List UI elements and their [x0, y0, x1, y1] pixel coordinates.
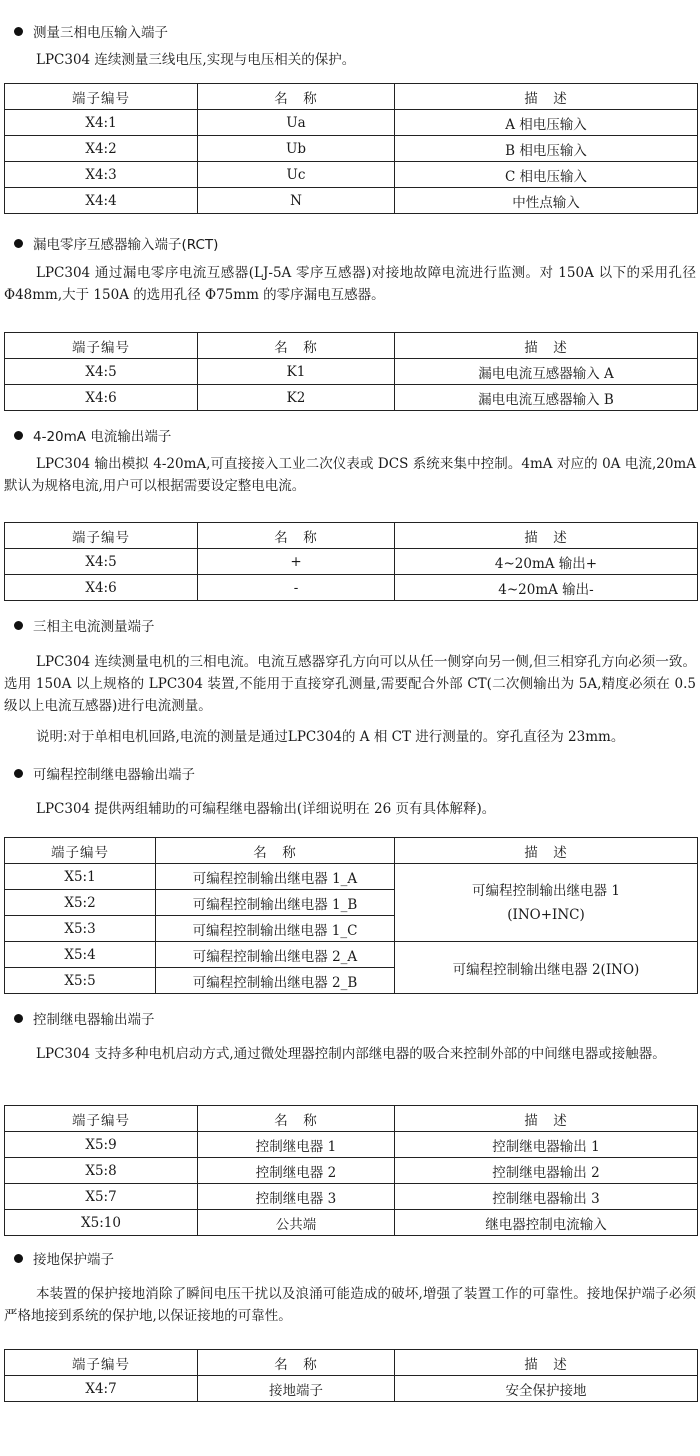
cell-description: 控制继电器输出 2 — [395, 1158, 698, 1184]
paragraph-ground: 本装置的保护接地消除了瞬间电压干扰以及浪涌可能造成的破坏,增强了装置工作的可靠性。接地保护端子必须严格地接到系统的保护地,以保证接地的可靠性。 — [4, 1286, 696, 1324]
cell-terminal: X4:7 — [5, 1376, 198, 1402]
paragraph-voltage-input: LPC304 连续测量三线电压,实现与电压相关的保护。 — [36, 52, 356, 68]
cell-name: 接地端子 — [198, 1376, 395, 1402]
cell-name: N — [198, 188, 395, 214]
terminal-table-ground — [4, 1349, 698, 1402]
cell-description: 中性点输入 — [395, 188, 698, 214]
cell-name: Ua — [198, 110, 395, 136]
table-row — [5, 385, 698, 411]
paragraph-rct: LPC304 通过漏电零序电流互感器(LJ-5A 零序互感器)对接地故障电流进行监测。对 150A 以下的采用孔径 Φ48mm,大于 150A 的选用孔径 Φ75mm 的零序漏电互感器。 — [4, 265, 696, 303]
table-row — [5, 136, 698, 162]
terminal-table-control-relay — [4, 1105, 698, 1236]
table-row — [5, 1210, 698, 1236]
paragraph-control-relay: LPC304 支持多种电机启动方式,通过微处理器控制内部继电器的吸合来控制外部的中间继电器或接触器。 — [36, 1046, 666, 1062]
cell-terminal: X4:4 — [5, 188, 198, 214]
section-heading-4-20ma — [14, 428, 171, 446]
bullet-icon — [14, 1014, 23, 1023]
cell-terminal: X4:1 — [5, 110, 198, 136]
cell-description-group-2: 可编程控制输出继电器 2(INO) — [395, 942, 698, 994]
table-row — [5, 575, 698, 601]
cell-terminal: X5:7 — [5, 1184, 198, 1210]
cell-description-group-1 — [395, 864, 698, 942]
cell-name: K2 — [198, 385, 395, 411]
cell-description: 漏电电流互感器输入 B — [395, 385, 698, 411]
cell-description: 继电器控制电流输入 — [395, 1210, 698, 1236]
header-terminal-no: 端子编号 — [5, 1106, 198, 1132]
header-description: 描 述 — [395, 523, 698, 549]
header-terminal-no: 端子编号 — [5, 523, 198, 549]
cell-terminal: X4:3 — [5, 162, 198, 188]
bullet-icon — [14, 621, 23, 630]
cell-terminal: X5:1 — [5, 864, 156, 890]
cell-name: 控制继电器 3 — [198, 1184, 395, 1210]
header-name: 名 称 — [198, 523, 395, 549]
table-header-row — [5, 84, 698, 110]
heading-text: 4-20mA 电流输出端子 — [33, 429, 172, 445]
note-label: 说明: — [36, 729, 68, 745]
cell-terminal: X5:8 — [5, 1158, 198, 1184]
terminal-table-rct — [4, 332, 698, 411]
cell-name: Uc — [198, 162, 395, 188]
cell-terminal: X5:10 — [5, 1210, 198, 1236]
table-row — [5, 864, 698, 890]
cell-terminal: X4:5 — [5, 549, 198, 575]
note-text: 对于单相电机回路,电流的测量是通过LPC304的 A 相 CT 进行测量的。穿孔直径为 23mm。 — [67, 729, 625, 745]
header-description: 描 述 — [395, 1350, 698, 1376]
table-header-row — [5, 838, 698, 864]
cell-description: 安全保护接地 — [395, 1376, 698, 1402]
cell-description: 4~20mA 输出- — [395, 575, 698, 601]
table-header-row — [5, 523, 698, 549]
header-name: 名 称 — [198, 1106, 395, 1132]
cell-terminal: X5:3 — [5, 916, 156, 942]
bullet-icon — [14, 1254, 23, 1263]
cell-terminal: X4:6 — [5, 575, 198, 601]
bullet-icon — [14, 431, 23, 440]
section-heading-programmable-relay — [14, 766, 195, 784]
table-row — [5, 359, 698, 385]
table-row — [5, 1184, 698, 1210]
bullet-icon — [14, 239, 23, 248]
cell-name: 可编程控制输出继电器 1_C — [156, 916, 395, 942]
cell-name: 可编程控制输出继电器 1_A — [156, 864, 395, 890]
bullet-icon — [14, 27, 23, 36]
cell-terminal: X4:5 — [5, 359, 198, 385]
paragraph-current-measure: LPC304 连续测量电机的三相电流。电流互感器穿孔方向可以从任一侧穿向另一侧,但三相穿孔方向必须一致。选用 150A 以上规格的 LPC304 装置,不能用于直接穿孔测量,需要配合外部 CT(二次侧输出为 5A,精度必须在 0.5 级以上电流互感器)进行电流测量。 — [4, 654, 696, 714]
table-row — [5, 1132, 698, 1158]
header-name: 名 称 — [198, 84, 395, 110]
heading-text: 接地保护端子 — [33, 1252, 114, 1268]
terminal-table-programmable-relay — [4, 837, 698, 994]
section-heading-rct — [14, 236, 218, 254]
cell-name: 可编程控制输出继电器 2_B — [156, 968, 395, 994]
paragraph-4-20ma: LPC304 输出模拟 4-20mA,可直接接入工业二次仪表或 DCS 系统来集中控制。4mA 对应的 0A 电流,20mA 默认为规格电流,用户可以根据需要设定整电电流。 — [4, 456, 696, 494]
cell-name: + — [198, 549, 395, 575]
cell-description: C 相电压输入 — [395, 162, 698, 188]
header-description: 描 述 — [395, 838, 698, 864]
header-terminal-no: 端子编号 — [5, 333, 198, 359]
bullet-icon — [14, 769, 23, 778]
heading-text: 测量三相电压输入端子 — [33, 25, 168, 41]
table-row — [5, 162, 698, 188]
table-row — [5, 110, 698, 136]
cell-terminal: X4:2 — [5, 136, 198, 162]
cell-name: 可编程控制输出继电器 1_B — [156, 890, 395, 916]
cell-name: - — [198, 575, 395, 601]
heading-text: 可编程控制继电器输出端子 — [33, 767, 195, 783]
table-row — [5, 942, 698, 968]
section-heading-control-relay — [14, 1011, 155, 1029]
cell-name: 控制继电器 2 — [198, 1158, 395, 1184]
cell-name: K1 — [198, 359, 395, 385]
table-header-row — [5, 333, 698, 359]
cell-description: B 相电压输入 — [395, 136, 698, 162]
header-name: 名 称 — [198, 333, 395, 359]
header-terminal-no: 端子编号 — [5, 1350, 198, 1376]
cell-description: 控制继电器输出 1 — [395, 1132, 698, 1158]
header-description: 描 述 — [395, 84, 698, 110]
section-heading-current-measure — [14, 618, 155, 636]
heading-text: 漏电零序互感器输入端子(RCT) — [33, 237, 219, 253]
cell-description: 控制继电器输出 3 — [395, 1184, 698, 1210]
cell-terminal: X5:4 — [5, 942, 156, 968]
cell-terminal: X5:5 — [5, 968, 156, 994]
header-description: 描 述 — [395, 1106, 698, 1132]
header-terminal-no: 端子编号 — [5, 84, 198, 110]
note-current-measure — [4, 726, 696, 748]
heading-text: 控制继电器输出端子 — [33, 1012, 155, 1028]
cell-name: 控制继电器 1 — [198, 1132, 395, 1158]
cell-description: 4~20mA 输出+ — [395, 549, 698, 575]
cell-terminal: X4:6 — [5, 385, 198, 411]
table-row — [5, 1158, 698, 1184]
paragraph-programmable-relay: LPC304 提供两组辅助的可编程继电器输出(详细说明在 26 页有具体解释)。 — [36, 801, 496, 817]
cell-terminal: X5:2 — [5, 890, 156, 916]
group-1-desc-line-2: (INO+INC) — [507, 906, 585, 923]
header-terminal-no: 端子编号 — [5, 838, 156, 864]
terminal-table-4-20ma — [4, 522, 698, 601]
cell-name: 可编程控制输出继电器 2_A — [156, 942, 395, 968]
header-description: 描 述 — [395, 333, 698, 359]
cell-terminal: X5:9 — [5, 1132, 198, 1158]
header-name: 名 称 — [156, 838, 395, 864]
section-heading-ground — [14, 1251, 114, 1269]
heading-text: 三相主电流测量端子 — [33, 619, 155, 635]
table-header-row — [5, 1106, 698, 1132]
table-row — [5, 1376, 698, 1402]
table-row — [5, 188, 698, 214]
terminal-table-voltage — [4, 83, 698, 214]
cell-description: A 相电压输入 — [395, 110, 698, 136]
cell-name: Ub — [198, 136, 395, 162]
cell-name: 公共端 — [198, 1210, 395, 1236]
header-name: 名 称 — [198, 1350, 395, 1376]
cell-description: 漏电电流互感器输入 A — [395, 359, 698, 385]
table-row — [5, 549, 698, 575]
group-1-desc-line-1: 可编程控制输出继电器 1 — [472, 882, 620, 899]
table-header-row — [5, 1350, 698, 1376]
section-heading-voltage-input — [14, 24, 168, 42]
